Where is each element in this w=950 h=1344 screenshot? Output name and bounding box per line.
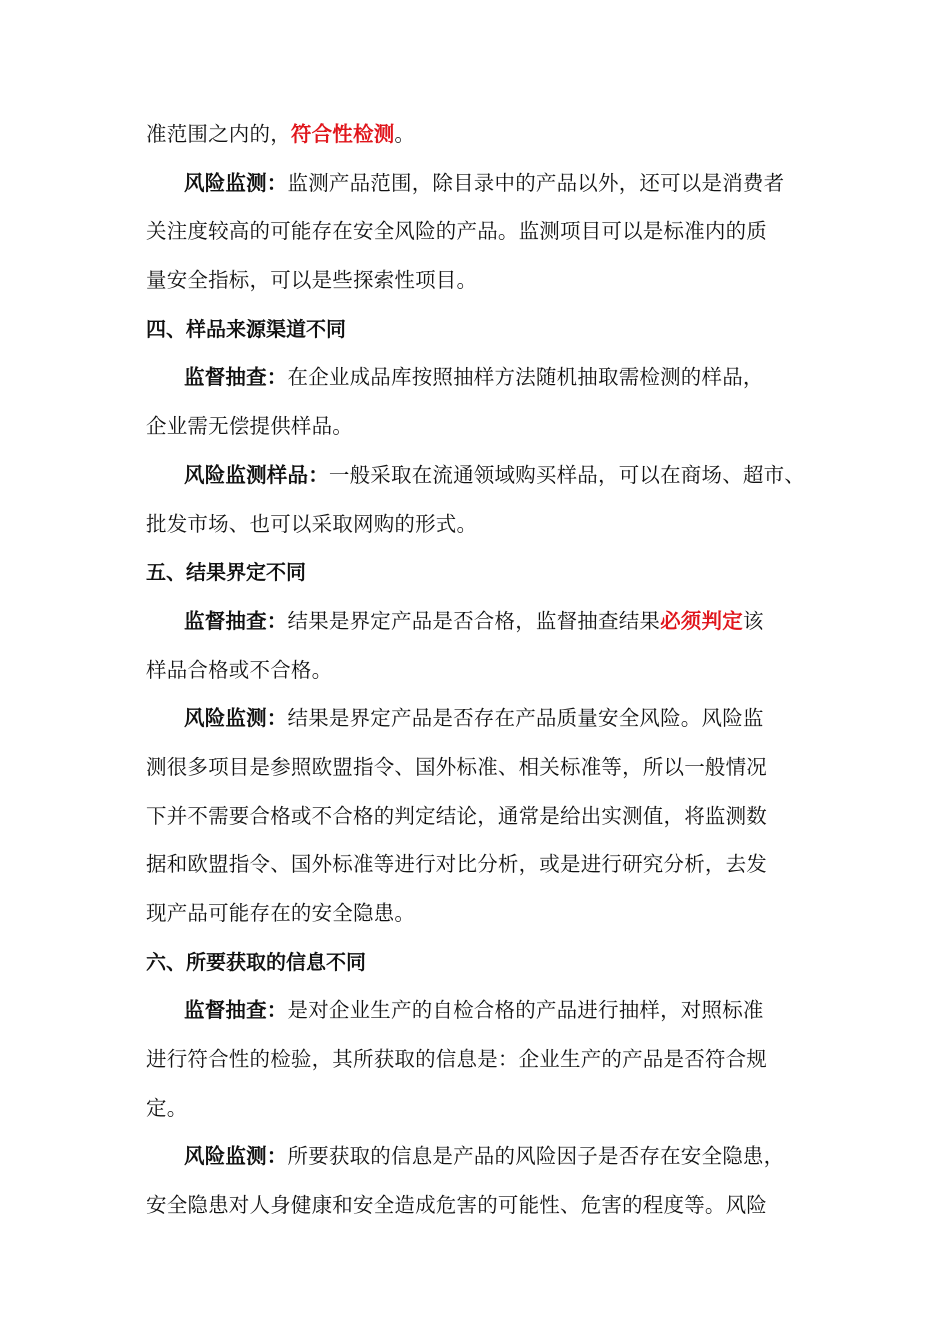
paragraph-label: 监督抽查： xyxy=(184,365,288,390)
section-heading: 四、样品来源渠道不同 xyxy=(146,316,346,341)
paragraph-line xyxy=(146,353,811,402)
paragraph-line: 定。 xyxy=(146,1095,188,1120)
highlight-text: 必须判定 xyxy=(660,608,743,633)
paragraph-line: 进行符合性的检验，其所获取的信息是：企业生产的产品是否符合规 xyxy=(146,1047,767,1072)
paragraph-label: 风险监测： xyxy=(184,1144,288,1169)
highlight-text: 符合性检测 xyxy=(290,122,395,146)
paragraph-line: 现产品可能存在的安全隐患。 xyxy=(146,901,416,925)
paragraph-line xyxy=(146,159,811,208)
paragraph-line xyxy=(146,597,811,646)
body-text: 是对企业生产的自检合格的产品进行抽样，对照标准 xyxy=(287,998,764,1023)
paragraph-line: 批发市场、也可以采取网购的形式。 xyxy=(146,511,478,536)
section-heading: 五、结果界定不同 xyxy=(146,560,306,585)
paragraph-line: 量安全指标，可以是些探索性项目。 xyxy=(146,268,478,293)
paragraph-label: 风险监测： xyxy=(184,706,288,731)
paragraph-line xyxy=(146,451,811,500)
document-page xyxy=(146,110,811,1230)
paragraph-line xyxy=(146,986,811,1035)
paragraph-line: 下并不需要合格或不合格的判定结论，通常是给出实测值，将监测数 xyxy=(146,803,767,828)
body-text: 结果是界定产品是否存在产品质量安全风险。风险监 xyxy=(287,706,764,731)
body-text: 。 xyxy=(394,122,416,146)
paragraph-line: 企业需无偿提供样品。 xyxy=(146,414,353,439)
body-text: 该 xyxy=(742,608,764,633)
body-text: 结果是界定产品是否合格，监督抽查结果 xyxy=(287,608,661,633)
body-text: 所要获取的信息是产品的风险因子是否存在安全隐患， xyxy=(287,1144,785,1169)
section-heading: 六、所要获取的信息不同 xyxy=(146,949,366,974)
paragraph-label: 监督抽查： xyxy=(184,608,288,633)
paragraph-line: 据和欧盟指令、国外标准等进行对比分析，或是进行研究分析，去发 xyxy=(146,852,767,877)
body-text: 在企业成品库按照抽样方法随机抽取需检测的样品， xyxy=(287,365,764,390)
paragraph-label: 风险监测： xyxy=(184,170,288,195)
body-text: 一般采取在流通领域购买样品，可以在商场、超市、 xyxy=(328,462,806,487)
body-text: 准范围之内的， xyxy=(146,122,291,146)
paragraph-line xyxy=(146,1132,811,1181)
paragraph-line: 安全隐患对人身健康和安全造成危害的可能性、危害的程度等。风险 xyxy=(146,1193,767,1218)
paragraph-line: 测很多项目是参照欧盟指令、国外标准、相关标准等，所以一般情况 xyxy=(146,754,767,779)
paragraph-label: 监督抽查： xyxy=(184,998,288,1023)
paragraph-line xyxy=(146,110,811,159)
paragraph-line: 关注度较高的可能存在安全风险的产品。监测项目可以是标准内的质 xyxy=(146,219,767,244)
paragraph-label: 风险监测样品： xyxy=(184,462,329,487)
body-text: 监测产品范围，除目录中的产品以外，还可以是消费者 xyxy=(287,170,785,195)
paragraph-line xyxy=(146,694,811,743)
paragraph-line: 样品合格或不合格。 xyxy=(146,657,333,682)
